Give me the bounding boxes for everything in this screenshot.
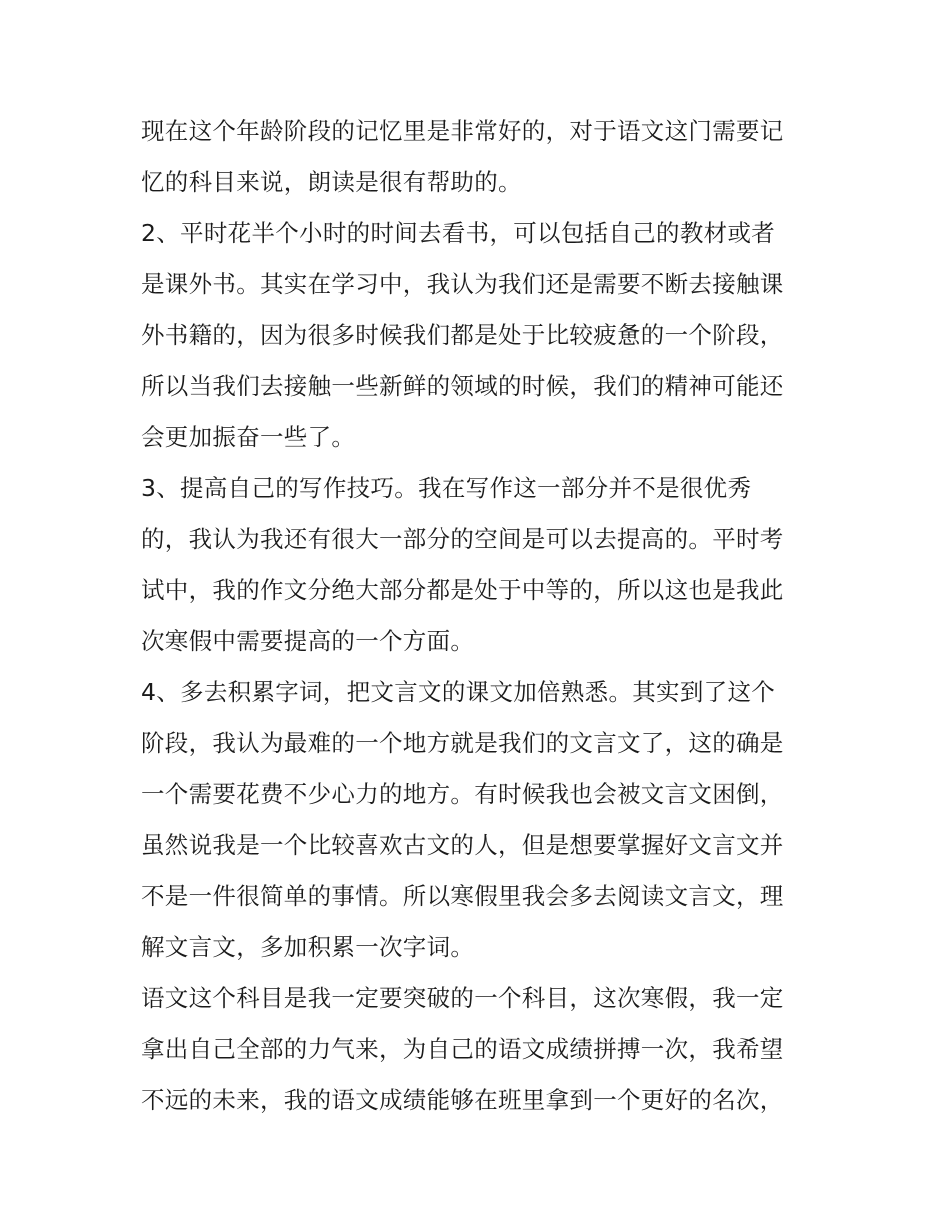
text-line-6: 所以当我们去接触一些新鲜的领域的时候，我们的精神可能还 xyxy=(141,372,784,400)
text-line-13: 阶段，我认为最难的一个地方就是我们的文言文了，这的确是 xyxy=(141,729,784,757)
text-line-16: 不是一件很简单的事情。所以寒假里我会多去阅读文言文，理 xyxy=(141,882,784,910)
text-line-3: 2、平时花半个小时的时间去看书，可以包括自己的教材或者 xyxy=(141,219,776,247)
text-line-19: 拿出自己全部的力气来，为自己的语文成绩拼搏一次，我希望 xyxy=(141,1035,784,1063)
text-line-8: 3、提高自己的写作技巧。我在写作这一部分并不是很优秀 xyxy=(141,474,752,502)
body-text xyxy=(141,106,821,1126)
text-line-9: 的，我认为我还有很大一部分的空间是可以去提高的。平时考 xyxy=(141,525,784,553)
text-line-20: 不远的未来，我的语文成绩能够在班里拿到一个更好的名次， xyxy=(141,1086,784,1114)
text-line-4: 是课外书。其实在学习中，我认为我们还是需要不断去接触课 xyxy=(141,270,784,298)
text-line-7: 会更加振奋一些了。 xyxy=(141,423,356,451)
text-line-12: 4、多去积累字词，把文言文的课文加倍熟悉。其实到了这个 xyxy=(141,678,776,706)
text-line-17: 解文言文，多加积累一次字词。 xyxy=(141,933,475,961)
text-line-5: 外书籍的，因为很多时候我们都是处于比较疲惫的一个阶段， xyxy=(141,321,784,349)
text-line-14: 一个需要花费不少心力的地方。有时候我也会被文言文困倒， xyxy=(141,780,784,808)
text-line-2: 忆的科目来说，朗读是很有帮助的。 xyxy=(141,168,522,196)
text-line-1: 现在这个年龄阶段的记忆里是非常好的，对于语文这门需要记 xyxy=(141,117,784,145)
text-line-10: 试中，我的作文分绝大部分都是处于中等的，所以这也是我此 xyxy=(141,576,784,604)
text-line-15: 虽然说我是一个比较喜欢古文的人，但是想要掌握好文言文并 xyxy=(141,831,784,859)
text-line-11: 次寒假中需要提高的一个方面。 xyxy=(141,627,475,655)
text-line-18: 语文这个科目是我一定要突破的一个科目，这次寒假，我一定 xyxy=(141,984,784,1012)
